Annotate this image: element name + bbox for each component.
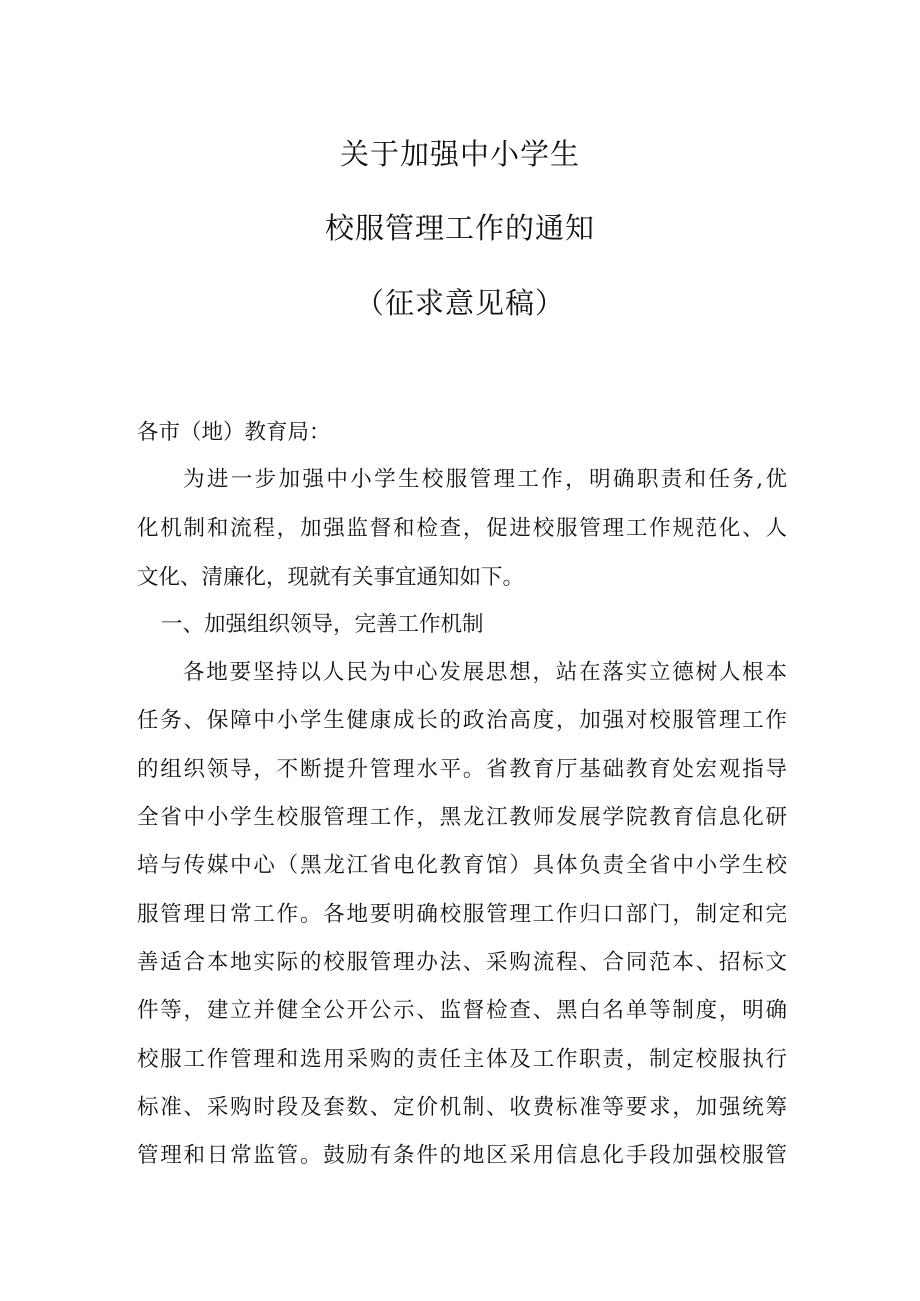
section-1-line-10: 标准、采购时段及套数、定价机制、收费标准等要求，加强统筹 — [137, 1095, 787, 1120]
section-1-line-11: 管理和日常监管。鼓励有条件的地区采用信息化手段加强校服管 — [137, 1143, 787, 1168]
section-1-line-6: 服管理日常工作。各地要明确校服管理工作归口部门，制定和完 — [137, 902, 787, 927]
section-1-line-8: 件等，建立并健全公开公示、监督检查、黑白名单等制度，明确 — [137, 998, 787, 1023]
salutation: 各市（地）教育局： — [137, 420, 331, 445]
intro-line-2: 化机制和流程，加强监督和检查，促进校服管理工作规范化、人 — [137, 516, 787, 541]
section-1-line-4: 全省中小学生校服管理工作，黑龙江教师发展学院教育信息化研 — [137, 805, 787, 830]
document-title-line-1: 关于加强中小学生 — [339, 137, 580, 171]
section-1-line-3: 的组织领导，不断提升管理水平。省教育厅基础教育处宏观指导 — [137, 757, 787, 782]
document-title-line-2: 校服管理工作的通知 — [324, 211, 595, 245]
section-1-line-1: 各地要坚持以人民为中心发展思想，站在落实立德树人根本 — [183, 660, 787, 685]
section-1-line-2: 任务、保障中小学生健康成长的政治高度，加强对校服管理工作 — [137, 708, 787, 733]
section-1-line-5: 培与传媒中心（黑龙江省电化教育馆）具体负责全省中小学生校 — [137, 853, 787, 878]
intro-line-3: 文化、清廉化，现就有关事宜通知如下。 — [137, 565, 525, 590]
document-title-line-3: （征求意见稿） — [354, 286, 565, 320]
section-1-line-9: 校服工作管理和选用采购的责任主体及工作职责，制定校服执行 — [137, 1047, 787, 1072]
section-1-heading: 一、加强组织领导，完善工作机制 — [161, 612, 484, 637]
intro-line-1: 为进一步加强中小学生校服管理工作，明确职责和任务,优 — [183, 467, 787, 492]
section-1-line-7: 善适合本地实际的校服管理办法、采购流程、合同范本、招标文 — [137, 950, 787, 975]
